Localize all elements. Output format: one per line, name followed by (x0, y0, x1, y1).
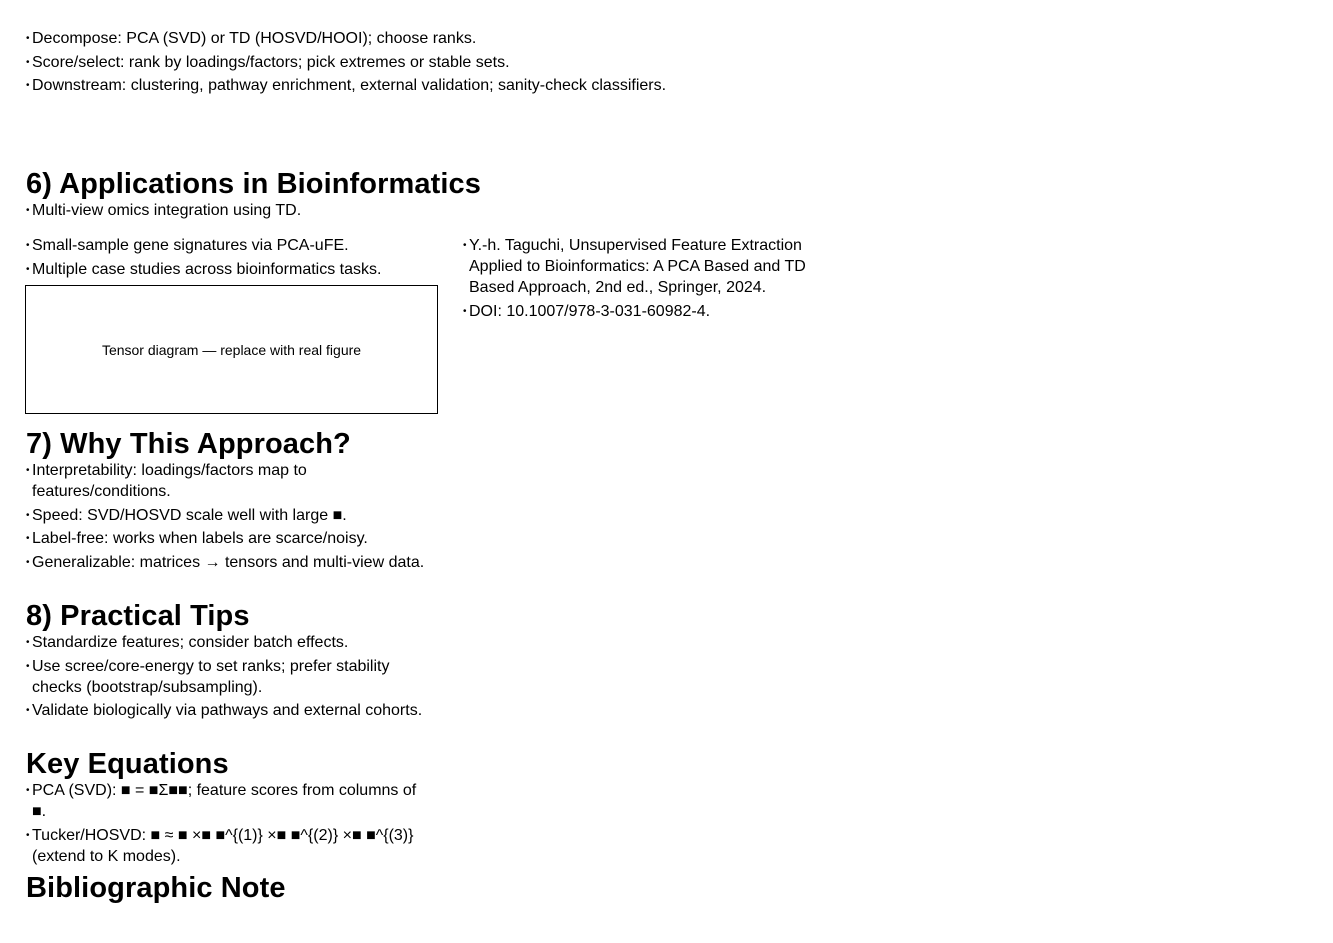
list-item: • Decompose: PCA (SVD) or TD (HOSVD/HOOI); choose ranks. (26, 28, 786, 49)
list-item: • Label-free: works when labels are scarce/noisy. (26, 528, 431, 549)
applications-list (26, 235, 446, 282)
list-item: • Y.-h. Taguchi, Unsupervised Feature Extraction Applied to Bioinformatics: A PCA Based and TD Based Approach, 2nd ed., Springer, 2024. (463, 235, 848, 298)
list-item: • Multiple case studies across bioinformatics tasks. (26, 259, 446, 280)
figure-placeholder-text: Tensor diagram — replace with real figure (101, 341, 362, 358)
workflow-list (26, 28, 786, 99)
list-item: • Speed: SVD/HOSVD scale well with large ■. (26, 505, 431, 526)
why-list (26, 460, 431, 575)
reference-list (463, 235, 848, 324)
biblio-heading: Bibliographic Note (26, 872, 286, 904)
list-item: • Downstream: clustering, pathway enrichment, external validation; sanity-check classifiers. (26, 75, 786, 96)
list-item: • PCA (SVD): ■ = ■Σ■■; feature scores from columns of ■. (26, 780, 421, 822)
applications-top-list (26, 200, 446, 224)
list-item: • Use scree/core-energy to set ranks; prefer stability checks (bootstrap/subsampling). (26, 656, 431, 698)
tips-list (26, 632, 431, 724)
list-item: • Multi-view omics integration using TD. (26, 200, 446, 221)
tips-heading: 8) Practical Tips (26, 600, 250, 632)
equations-list (26, 780, 421, 869)
list-item: • Validate biologically via pathways and external cohorts. (26, 700, 431, 721)
equations-heading: Key Equations (26, 748, 229, 780)
list-item: • Tucker/HOSVD: ■ ≈ ■ ×■ ■^{(1)} ×■ ■^{(2)} ×■ ■^{(3)} (extend to K modes). (26, 825, 421, 867)
list-item: • DOI: 10.1007/978-3-031-60982-4. (463, 301, 848, 322)
list-item: • Small-sample gene signatures via PCA-uFE. (26, 235, 446, 256)
list-item: • Score/select: rank by loadings/factors; pick extremes or stable sets. (26, 52, 786, 73)
list-item: • Standardize features; consider batch effects. (26, 632, 431, 653)
figure-placeholder (25, 285, 438, 414)
applications-heading: 6) Applications in Bioinformatics (26, 168, 481, 200)
why-heading: 7) Why This Approach? (26, 428, 351, 460)
list-item: • Generalizable: matrices → tensors and multi-view data. (26, 552, 431, 573)
list-item: • Interpretability: loadings/factors map to features/conditions. (26, 460, 431, 502)
